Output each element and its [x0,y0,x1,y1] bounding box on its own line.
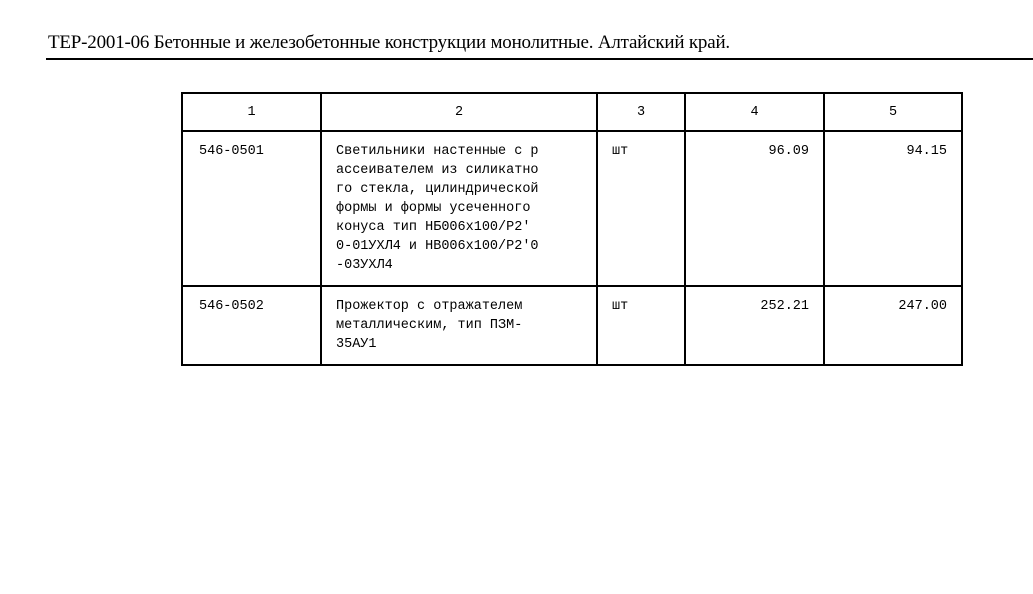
column-header-1: 1 [182,93,321,131]
row-price-2: 94.15 [824,131,962,286]
column-header-3: 3 [597,93,685,131]
header-rule [46,58,1033,60]
row-unit: шт [597,286,685,365]
column-header-2: 2 [321,93,597,131]
row-description: Светильники настенные с р ассеивателем из силикатно го стекла, цилиндрической формы и формы усеченного конуса тип НБ006х100/Р2' 0-01УХЛ4 и НВ006х100/Р2'0 -03УХЛ4 [321,131,597,286]
column-header-5: 5 [824,93,962,131]
row-price-2: 247.00 [824,286,962,365]
row-code: 546-0501 [182,131,321,286]
row-price-1: 96.09 [685,131,824,286]
row-description: Прожектор с отражателем металлическим, тип ПЗМ- 35АУ1 [321,286,597,365]
price-table [181,92,963,366]
table-row [182,131,962,286]
column-header-4: 4 [685,93,824,131]
row-price-1: 252.21 [685,286,824,365]
document-title: ТЕР-2001-06 Бетонные и железобетонные конструкции монолитные. Алтайский край. [48,32,730,53]
row-unit: шт [597,131,685,286]
table-header-row [182,93,962,131]
table-row [182,286,962,365]
row-code: 546-0502 [182,286,321,365]
